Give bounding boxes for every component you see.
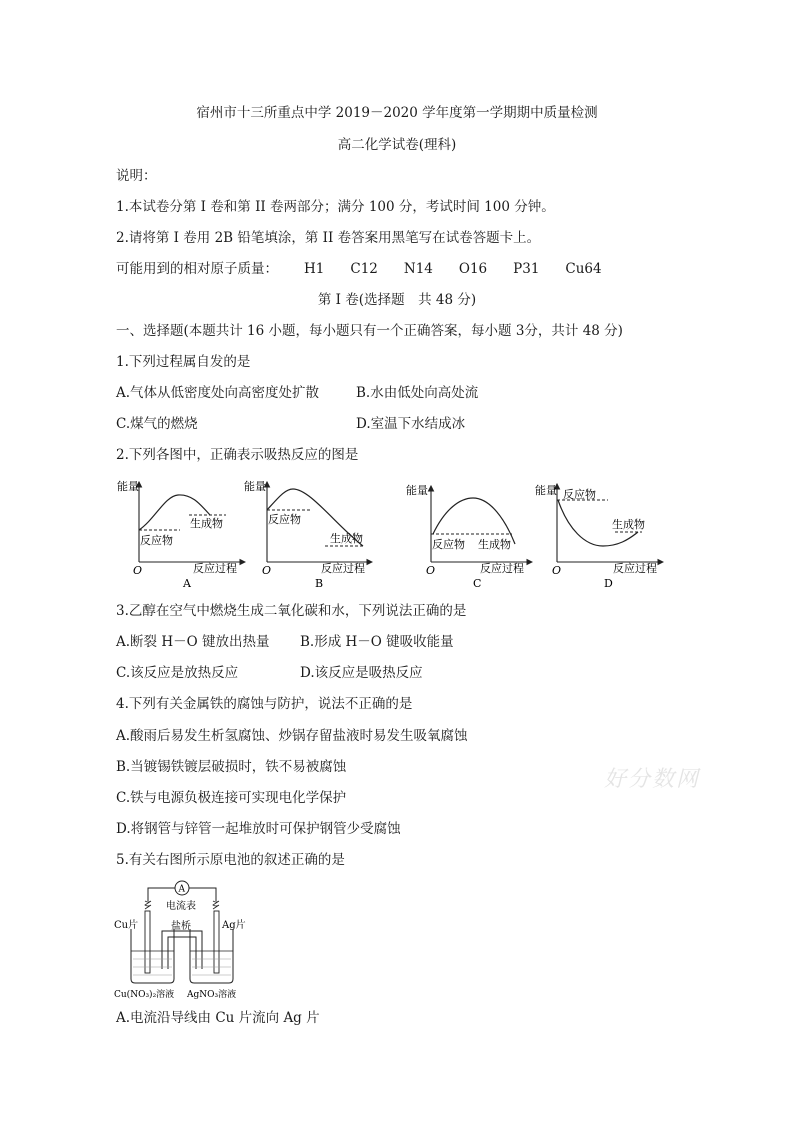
atom-o: O16 <box>458 261 488 277</box>
question-1-option-a: A.气体从低密度处向高密度处扩散 <box>116 385 320 401</box>
salt-bridge-label: 盐桥 <box>171 921 191 932</box>
instruction-item-2: 2.请将第 I 卷用 2B 铅笔填涂，第 II 卷答案用黑笔写在试卷答题卡上。 <box>116 230 541 246</box>
graph-b-y-label: 能量 <box>244 480 266 493</box>
atomic-mass-label: 可能用到的相对原子质量： <box>116 261 278 277</box>
graph-c-y-label: 能量 <box>406 484 428 497</box>
graph-a <box>117 479 245 590</box>
graph-a-reactant: 反应物 <box>140 534 173 547</box>
question-5-option-a: A.电流沿导线由 Cu 片流向 Ag 片 <box>116 1010 320 1026</box>
graph-b-product: 生成物 <box>330 532 363 545</box>
atom-c: C12 <box>350 261 378 277</box>
ammeter-symbol: A <box>178 884 185 895</box>
graph-c-origin: O <box>426 564 436 577</box>
atomic-mass-line <box>116 260 602 278</box>
graph-b-caption: B <box>315 577 324 590</box>
atom-cu: Cu64 <box>565 261 602 277</box>
instruction-item-1: 1.本试卷分第 I 卷和第 II 卷两部分；满分 100 分，考试时间 100 分钟。 <box>116 199 555 215</box>
graph-c-x-label: 反应过程 <box>480 562 524 575</box>
question-3-option-d: D.该反应是吸热反应 <box>300 665 423 681</box>
atom-h: H1 <box>304 261 325 277</box>
graph-d-x-label: 反应过程 <box>613 562 657 575</box>
part-heading: 一、选择题(本题共计 16 小题，每小题只有一个正确答案，每小题 3分，共计 48 分) <box>116 323 623 339</box>
graph-d-origin: O <box>552 564 562 577</box>
graph-a-origin: O <box>133 564 143 577</box>
question-4-option-c: C.铁与电源负极连接可实现电化学保护 <box>116 790 347 806</box>
graph-a-y-label: 能量 <box>117 480 139 493</box>
question-3-option-c: C.该反应是放热反应 <box>116 665 239 681</box>
ammeter-label: 电流表 <box>166 901 196 912</box>
graph-d-y-label: 能量 <box>535 484 557 497</box>
graph-c-caption: C <box>473 577 482 590</box>
question-1-option-c: C.煤气的燃烧 <box>116 416 198 432</box>
cu-electrode-label: Cu片 <box>114 920 139 931</box>
question-4-stem: 4.下列有关金属铁的腐蚀与防护，说法不正确的是 <box>116 696 413 712</box>
graph-b-origin: O <box>262 564 272 577</box>
graph-c <box>406 483 532 590</box>
question-1-option-b: B.水由低处向高处流 <box>356 385 479 401</box>
question-4-option-b: B.当镀锡铁镀层破损时，铁不易被腐蚀 <box>116 759 347 775</box>
graph-d-product: 生成物 <box>612 518 645 531</box>
question-4-option-d: D.将钢管与锌管一起堆放时可保护钢管少受腐蚀 <box>116 821 401 837</box>
section-title: 第 I 卷(选择题 共 48 分) <box>317 292 477 308</box>
graph-d <box>535 483 663 590</box>
question-3-option-a: A.断裂 H－O 键放出热量 <box>116 634 270 650</box>
watermark: 好分数网 <box>604 767 701 792</box>
right-solution-label: AgNO₃溶液 <box>187 990 237 1000</box>
graph-d-caption: D <box>604 577 613 590</box>
question-3-option-b: B.形成 H－O 键吸收能量 <box>300 634 454 650</box>
atom-n: N14 <box>403 261 433 277</box>
graph-b <box>244 479 372 590</box>
energy-graphs-figure <box>0 474 794 594</box>
atom-p: P31 <box>513 261 540 277</box>
question-1-stem: 1.下列过程属自发的是 <box>116 354 251 370</box>
graph-a-caption: A <box>183 577 191 590</box>
graph-c-reactant: 反应物 <box>432 538 465 551</box>
galvanic-cell-diagram <box>112 879 252 1001</box>
ag-electrode-label: Ag片 <box>222 920 246 931</box>
question-4-option-a: A.酸雨后易发生析氢腐蚀、炒锅存留盐液时易发生吸氧腐蚀 <box>116 728 468 744</box>
exam-subtitle: 高二化学试卷(理科) <box>337 137 457 153</box>
graph-d-reactant: 反应物 <box>563 488 596 501</box>
instructions-label: 说明： <box>116 168 157 184</box>
question-2-stem: 2.下列各图中，正确表示吸热反应的图是 <box>116 447 359 463</box>
graph-a-product: 生成物 <box>190 517 223 530</box>
question-5-stem: 5.有关右图所示原电池的叙述正确的是 <box>116 852 345 868</box>
graph-a-x-label: 反应过程 <box>193 562 237 575</box>
cu-electrode <box>145 911 150 973</box>
left-solution-label: Cu(NO₃)₂溶液 <box>114 990 175 1000</box>
exam-title: 宿州市十三所重点中学 2019－2020 学年度第一学期期中质量检测 <box>196 105 598 121</box>
question-3-stem: 3.乙醇在空气中燃烧生成二氧化碳和水，下列说法正确的是 <box>116 603 467 619</box>
ag-electrode <box>214 911 219 973</box>
graph-c-product: 生成物 <box>478 538 511 551</box>
question-1-option-d: D.室温下水结成冰 <box>356 416 466 432</box>
graph-b-x-label: 反应过程 <box>321 562 365 575</box>
graph-b-reactant: 反应物 <box>268 513 301 526</box>
